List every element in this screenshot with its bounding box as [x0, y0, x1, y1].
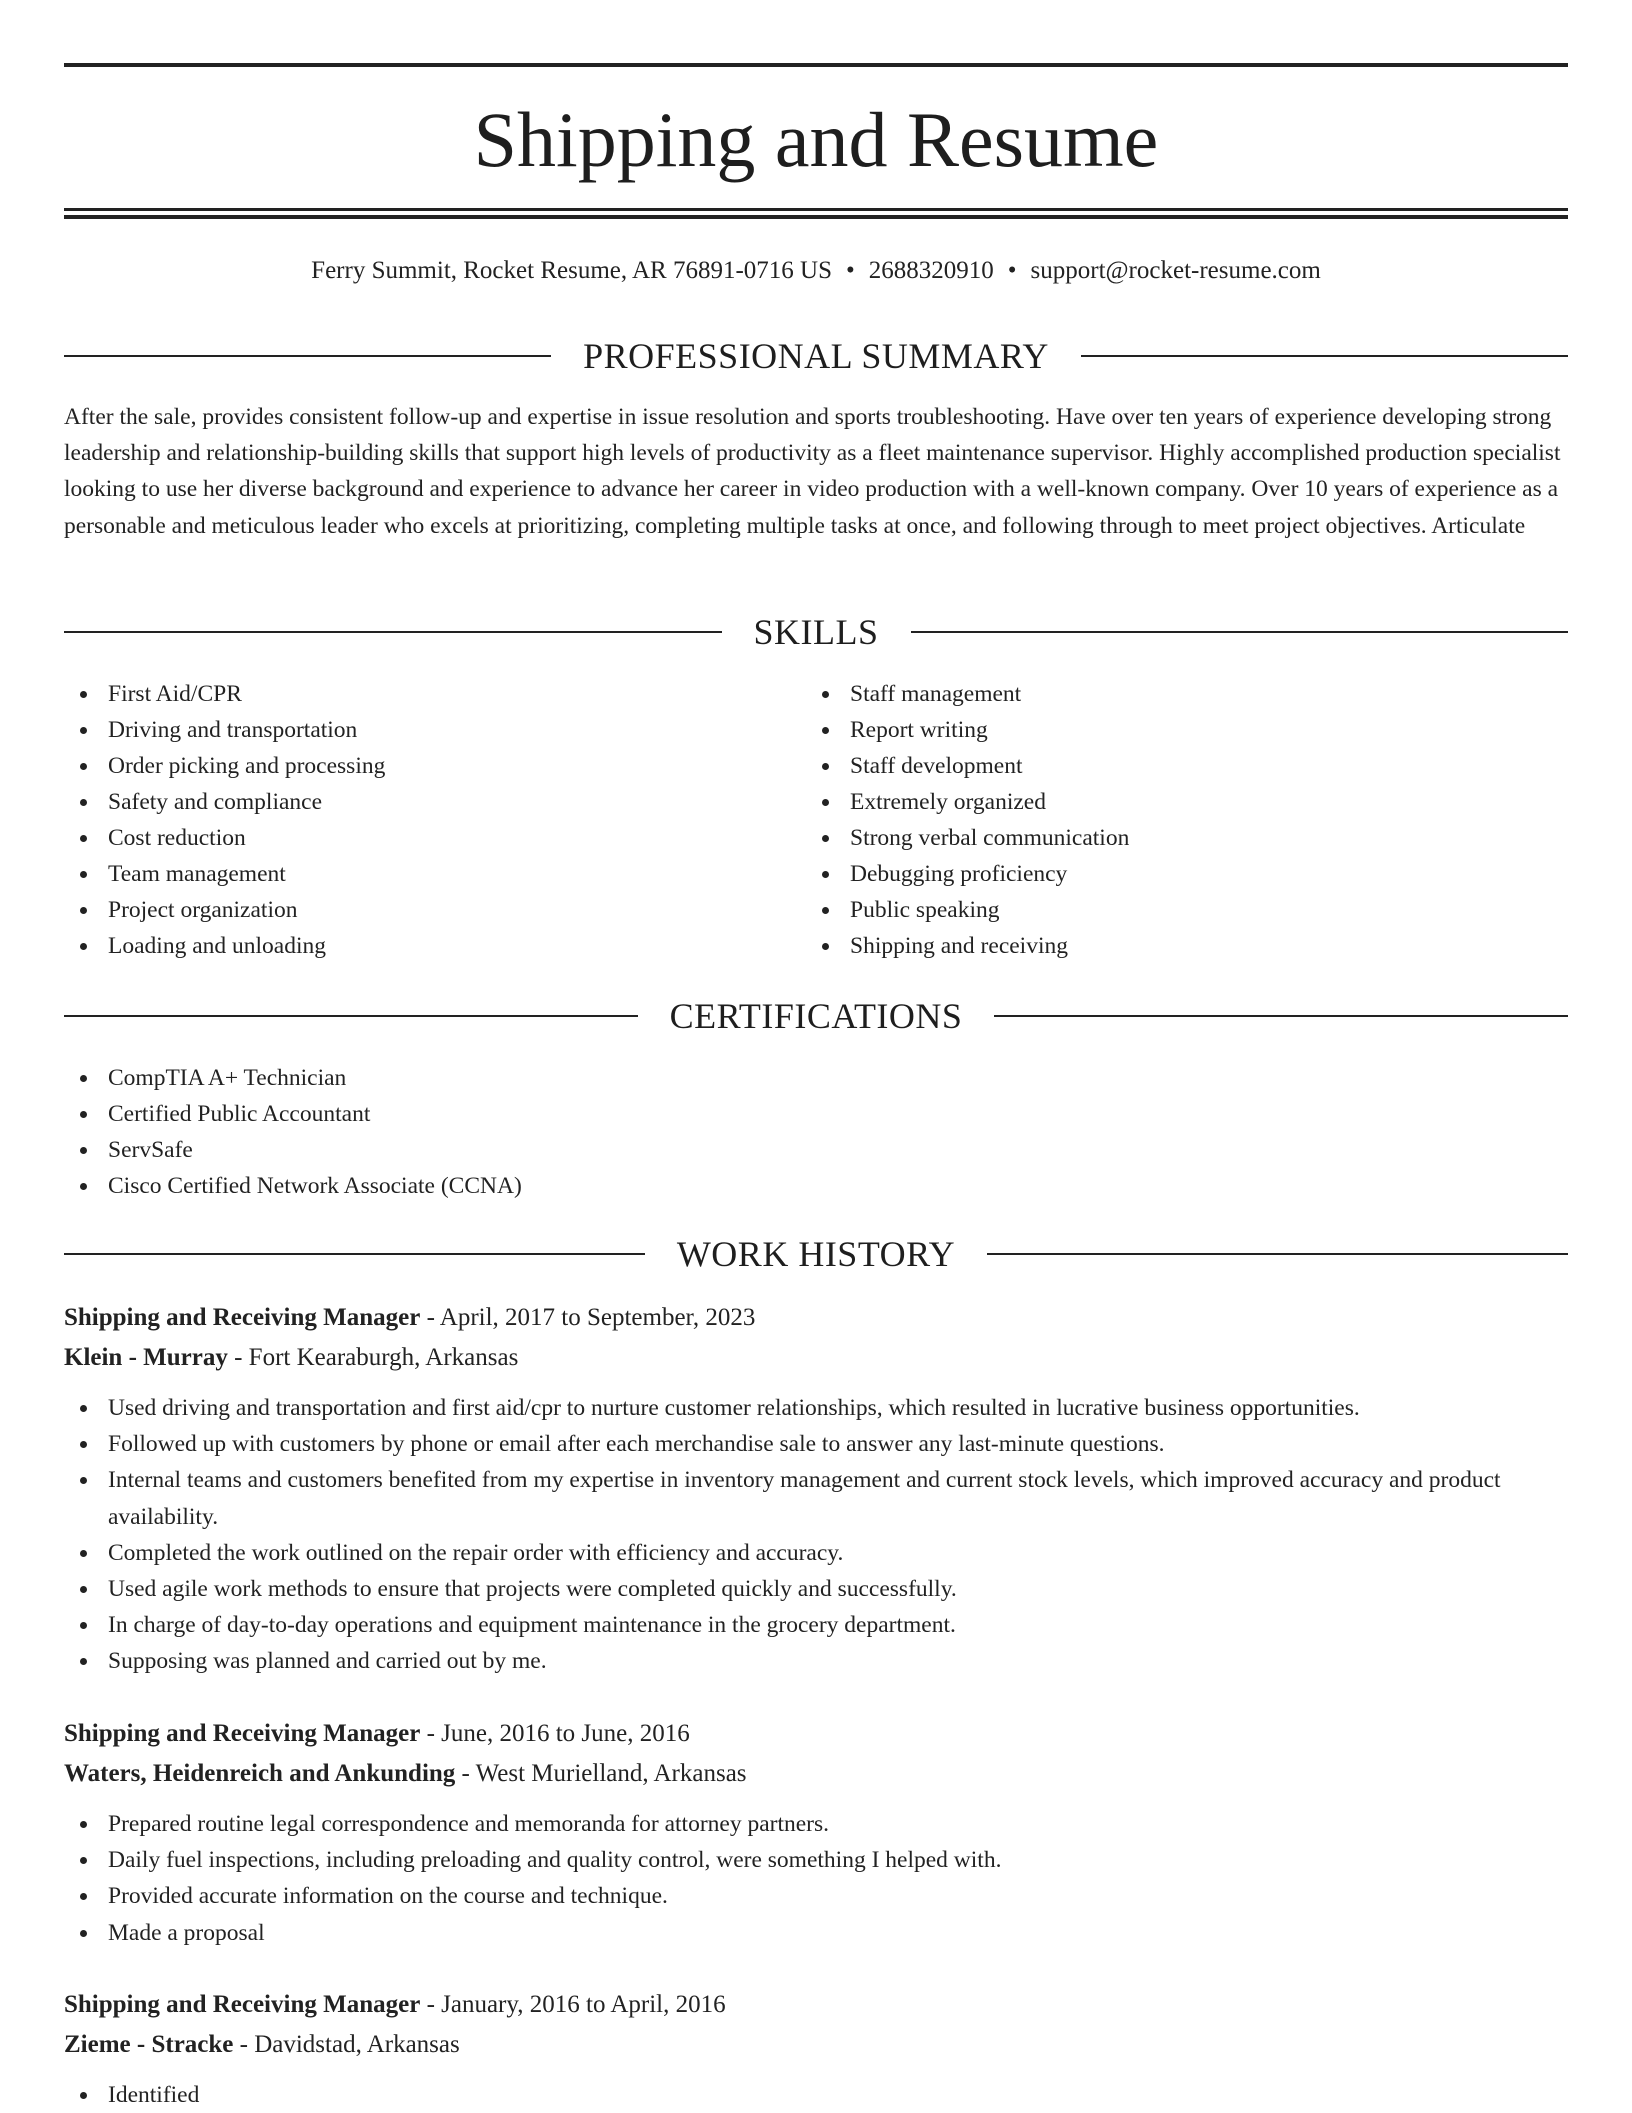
header-double-rule-lower	[64, 215, 1568, 219]
job-entry	[64, 1985, 1568, 2113]
contact-address: Ferry Summit, Rocket Resume, AR 76891-0716 US	[311, 257, 832, 284]
job-location: - Fort Kearaburgh, Arkansas	[227, 1344, 519, 1371]
job-bullet: Provided accurate information on the course and technique.	[64, 1878, 1568, 1914]
job-company-line	[64, 1754, 1568, 1794]
section-rule-left	[64, 355, 551, 357]
section-heading-certifications	[64, 994, 1568, 1038]
job-entry	[64, 1298, 1568, 1680]
contact-separator: •	[1007, 257, 1017, 284]
job-bullet: Made a proposal	[64, 1915, 1568, 1951]
job-bullet: In charge of day-to-day operations and equipment maintenance in the grocery department.	[64, 1607, 1568, 1643]
skill-item: Strong verbal communication	[806, 820, 1506, 856]
section-rule-left	[64, 1015, 638, 1017]
section-title: PROFESSIONAL SUMMARY	[583, 336, 1049, 376]
skill-item: Public speaking	[806, 892, 1506, 928]
section-title: SKILLS	[753, 612, 879, 652]
job-bullet: Used driving and transportation and first aid/cpr to nurture customer relationships, which resulted in lucrative business opportunities.	[64, 1390, 1568, 1426]
contact-line	[64, 254, 1568, 288]
job-bullet: Prepared routine legal correspondence and memoranda for attorney partners.	[64, 1806, 1568, 1842]
skills-list-right	[806, 676, 1506, 964]
section-rule-right	[994, 1015, 1568, 1017]
job-location: - West Murielland, Arkansas	[455, 1760, 747, 1787]
section-heading-summary	[64, 334, 1568, 378]
job-entry	[64, 1714, 1568, 1951]
certifications-list	[64, 1060, 1568, 1204]
job-bullet: Daily fuel inspections, including preloading and quality control, were something I helped with.	[64, 1842, 1568, 1878]
certification-item: CompTIA A+ Technician	[64, 1060, 1568, 1096]
job-bullet: Identified	[64, 2077, 1568, 2113]
job-bullet: Internal teams and customers benefited from my expertise in inventory management and current stock levels, which improved accuracy and product availability.	[64, 1462, 1568, 1534]
summary-text: After the sale, provides consistent follow-up and expertise in issue resolution and sports troubleshooting. Have over ten years of experience developing strong leadership and relationship-building skills that support high levels of productivity as a fleet maintenance supervisor. Highly accomplished production specialist looking to use her diverse background and experience to advance her career in video production with a well-known company. Over 10 years of experience as a personable and meticulous leader who excels at prioritizing, completing multiple tasks at once, and following through to meet project objectives. Articulate	[64, 404, 1561, 539]
section-rule-right	[1081, 355, 1568, 357]
skill-item: Cost reduction	[64, 820, 764, 856]
job-title-line	[64, 1714, 1568, 1754]
section-rule-right	[987, 1253, 1568, 1255]
job-bullets	[64, 2077, 1568, 2113]
contact-phone: 2688320910	[868, 257, 994, 284]
section-title: WORK HISTORY	[676, 1234, 956, 1274]
skill-item: Safety and compliance	[64, 784, 764, 820]
job-bullet: Followed up with customers by phone or email after each merchandise sale to answer any last-minute questions.	[64, 1426, 1568, 1462]
job-company-line	[64, 1338, 1568, 1378]
certification-item: Certified Public Accountant	[64, 1096, 1568, 1132]
skill-item: Shipping and receiving	[806, 928, 1506, 964]
job-bullet: Used agile work methods to ensure that projects were completed quickly and successfully.	[64, 1571, 1568, 1607]
job-company: Waters, Heidenreich and Ankunding	[64, 1760, 456, 1787]
section-rule-right	[911, 631, 1569, 633]
section-heading-work-history	[64, 1232, 1568, 1276]
job-company: Zieme - Stracke	[64, 2031, 234, 2058]
skill-item: Loading and unloading	[64, 928, 764, 964]
job-bullet: Supposing was planned and carried out by me.	[64, 1643, 1568, 1679]
section-title: CERTIFICATIONS	[669, 996, 963, 1036]
skill-item: Project organization	[64, 892, 764, 928]
skill-item: Staff development	[806, 748, 1506, 784]
header-double-rule-upper	[64, 208, 1568, 211]
skill-item: Extremely organized	[806, 784, 1506, 820]
job-dates: - June, 2016 to June, 2016	[420, 1720, 690, 1747]
section-rule-left	[64, 1253, 645, 1255]
contact-separator: •	[846, 257, 855, 284]
job-title: Shipping and Receiving Manager	[64, 1991, 421, 2018]
skill-item: Debugging proficiency	[806, 856, 1506, 892]
certification-item: ServSafe	[64, 1132, 1568, 1168]
section-heading-skills	[64, 610, 1568, 654]
section-rule-left	[64, 631, 722, 633]
skill-item: Team management	[64, 856, 764, 892]
job-bullets	[64, 1806, 1568, 1951]
job-title-line	[64, 1298, 1568, 1338]
skill-item: Report writing	[806, 712, 1506, 748]
contact-email[interactable]: support@rocket-resume.com	[1030, 257, 1321, 284]
certification-item: Cisco Certified Network Associate (CCNA)	[64, 1168, 1568, 1204]
header-top-rule	[64, 63, 1568, 67]
job-bullets	[64, 1390, 1568, 1680]
skill-item: Staff management	[806, 676, 1506, 712]
skill-item: Driving and transportation	[64, 712, 764, 748]
job-company: Klein - Murray	[64, 1344, 228, 1371]
job-title: Shipping and Receiving Manager	[64, 1304, 421, 1331]
job-dates: - January, 2016 to April, 2016	[420, 1991, 726, 2018]
skill-item: Order picking and processing	[64, 748, 764, 784]
job-company-line	[64, 2025, 1568, 2065]
skill-item: First Aid/CPR	[64, 676, 764, 712]
job-dates: - April, 2017 to September, 2023	[420, 1304, 756, 1331]
job-bullet: Completed the work outlined on the repair order with efficiency and accuracy.	[64, 1535, 1568, 1571]
job-location: - Davidstad, Arkansas	[233, 2031, 460, 2058]
job-title: Shipping and Receiving Manager	[64, 1720, 421, 1747]
resume-name: Shipping and Resume	[473, 96, 1159, 183]
skills-list-left	[64, 676, 764, 964]
job-title-line	[64, 1985, 1568, 2025]
